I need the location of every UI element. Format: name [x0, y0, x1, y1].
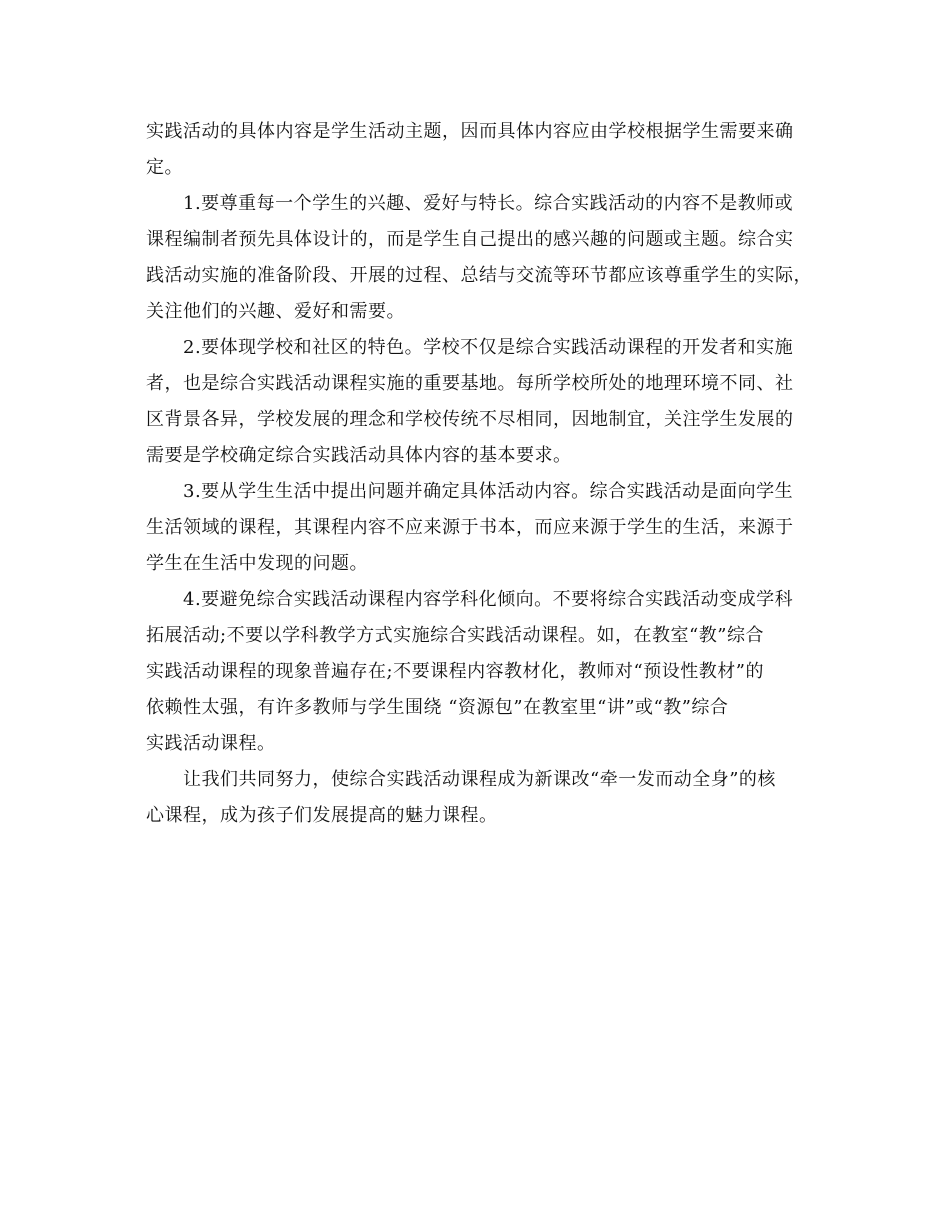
paragraph-1-first-line: 1.要尊重每一个学生的兴趣、爱好与特长。综合实践活动的内容不是教师或 — [183, 193, 794, 214]
text-line: 定。 — [146, 157, 183, 178]
paragraph-3-first-line: 3.要从学生生活中提出问题并确定具体活动内容。综合实践活动是面向学生 — [183, 481, 794, 502]
text-line: 关注他们的兴趣、爱好和需要。 — [146, 301, 405, 322]
text-line: 实践活动课程的现象普遍存在;不要课程内容教材化，教师对“预设性教材”的 — [146, 661, 764, 682]
text-line: 者，也是综合实践活动课程实施的重要基地。每所学校所处的地理环境不同、社 — [146, 373, 794, 394]
text-line: 学生在生活中发现的问题。 — [146, 553, 368, 574]
text-line: 践活动实施的准备阶段、开展的过程、总结与交流等环节都应该尊重学生的实际， — [146, 265, 812, 286]
text-line: 实践活动的具体内容是学生活动主题，因而具体内容应由学校根据学生需要来确 — [146, 121, 794, 142]
text-line: 实践活动课程。 — [146, 733, 276, 754]
paragraph-4-first-line: 4.要避免综合实践活动课程内容学科化倾向。不要将综合实践活动变成学科 — [183, 589, 794, 610]
text-line: 区背景各异，学校发展的理念和学校传统不尽相同，因地制宜，关注学生发展的 — [146, 409, 794, 430]
text-line: 拓展活动;不要以学科教学方式实施综合实践活动课程。如，在教室“教”综合 — [146, 625, 764, 646]
text-line: 生活领域的课程，其课程内容不应来源于书本，而应来源于学生的生活，来源于 — [146, 517, 794, 538]
closing-paragraph-first-line: 让我们共同努力，使综合实践活动课程成为新课改“牵一发而动全身”的核 — [183, 769, 776, 790]
paragraph-2-first-line: 2.要体现学校和社区的特色。学校不仅是综合实践活动课程的开发者和实施 — [183, 337, 794, 358]
text-line: 需要是学校确定综合实践活动具体内容的基本要求。 — [146, 445, 572, 466]
text-line: 课程编制者预先具体设计的，而是学生自己提出的感兴趣的问题或主题。综合实 — [146, 229, 794, 250]
text-line: 心课程，成为孩子们发展提高的魅力课程。 — [146, 805, 498, 826]
text-line: 依赖性太强，有许多教师与学生围绕 “资源包”在教室里“讲”或“教”综合 — [146, 697, 729, 718]
